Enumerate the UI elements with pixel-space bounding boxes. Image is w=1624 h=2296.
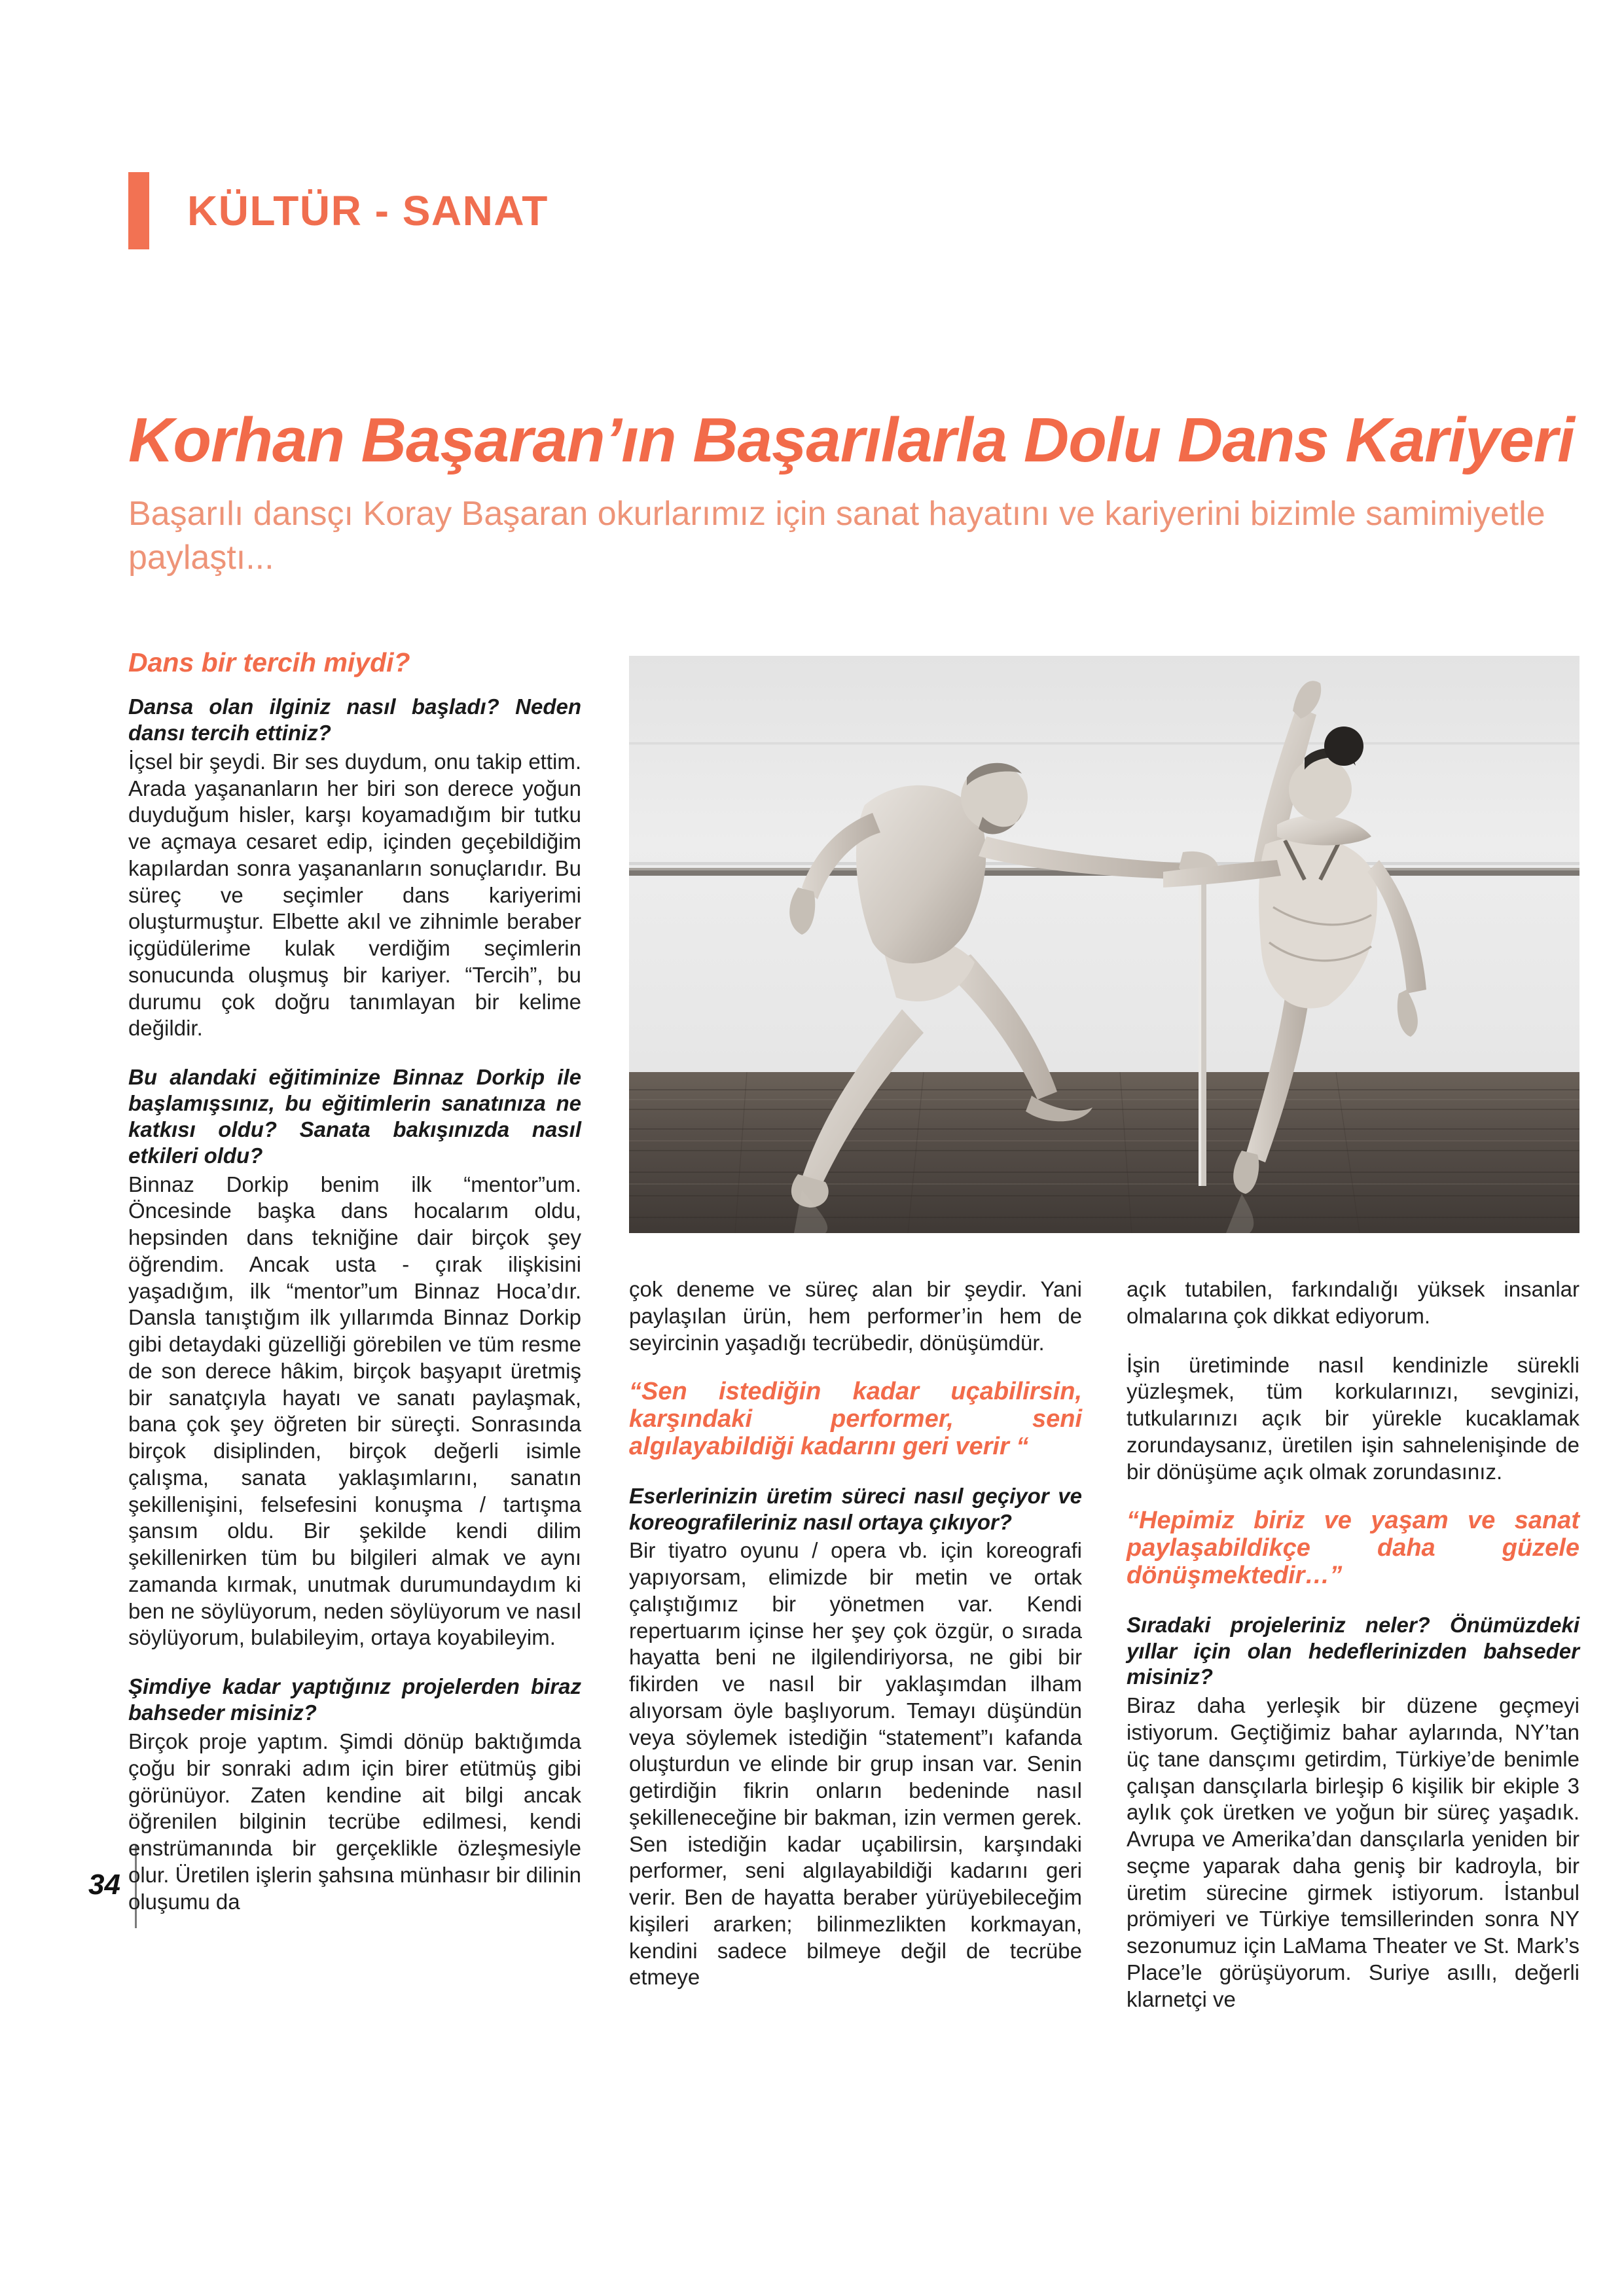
dance-photograph: [629, 656, 1579, 1233]
section-kicker: [128, 171, 549, 250]
question-3: Şimdiye kadar yaptığınız projelerden biraz bahseder misiniz?: [128, 1674, 581, 1725]
question-1: Dansa olan ilginiz nasıl başladı? Neden dansı tercih ettiniz?: [128, 694, 581, 745]
question-2: Bu alandaki eğitiminize Binnaz Dorkip ile başlamışsınız, bu eğitimlerin sanatınıza ne katkısı oldu? Sanata bakışınızda nasıl etkileri oldu?: [128, 1065, 581, 1168]
text-column-3: [1127, 1276, 1579, 2013]
page-number: 34: [88, 1869, 120, 1901]
section-kicker-label: KÜLTÜR - SANAT: [187, 187, 549, 234]
answer-4-continued: açık tutabilen, farkındalığı yüksek insanlar olmalarına çok dikkat ediyorum.: [1127, 1277, 1579, 1328]
answer-4: Bir tiyatro oyunu / opera vb. için koreografi yapıyorsam, elimizde bir metin ve ortak çalıştığımız bir yönetmen var. Kendi repertuarım içinse her şey çok özgür, o sırada hayatta beni ne ilgilendiriyorsa, ne gibi bir fikirden ve nasıl bir yaklaşımdan ilham alıyorsam öyle başlıyorum. Temayı düşündün veya söylemek istediğin “statement”ı kafanda oluşturdun ve elinde bir grup insan var. Senin getirdiğin fikrin onların bedeninde nasıl şekilleneceğine bir bakman, izin vermen gerek. Sen istediğin kadar uçabilirsin, karşındaki performer, seni algılayabildiği kadarını geri verir. Ben de hayatta beraber yürüyebileceğim kişileri ararken; bilinmezlikten korkmayan, kendini sadece bilmeye değil de tecrübe etmeye: [629, 1538, 1082, 1990]
question-4: Eserlerinizin üretim süreci nasıl geçiyor ve koreografileriniz nasıl ortaya çıkıyor?: [629, 1483, 1082, 1534]
answer-2: Binnaz Dorkip benim ilk “mentor”um. Öncesinde başka dans hocalarım oldu, hepsinden dans tekniğine dair birçok şey öğrendim. Ancak usta - çırak ilişkisini yaşadığım, ilk “mentor”um Binnaz Hoca’dır. Dansla tanıştığım ilk yıllarımda Binnaz Dorkip gibi detaydaki güzelliği görebilen ve tüm resme de son derece hâkim, birçok başyapıt üretmiş bir sanatçıyla hayatı ve sanatı paylaşmak, bana çok şey öğreten bir süreçti. Sonrasında birçok disiplinden, birçok değerli isimle çalışma, sanata yaklaşımlarını, sanatın şekillenişini, felsefesini konuşma / tartışma şansım oldu. Bir şekilde kendi dilim şekillenirken tüm bu bilgileri almak ve aynı zamanda kırmak, unutmak durumundaydım ki ben ne söylüyorum, neden söylüyorum ve nasıl söylüyorum, bulabileyim, ortaya koyabileyim.: [128, 1172, 581, 1650]
pullquote-2: “Hepimiz biriz ve yaşam ve sanat paylaşabildikçe daha güzele dönüşmektedir…”: [1127, 1507, 1579, 1589]
article-headline: Korhan Başaran’ın Başarılarla Dolu Dans Kariyeri: [128, 405, 1574, 476]
article-standfirst: Başarılı dansçı Koray Başaran okurlarımız için sanat hayatını ve kariyerini bizimle samimiyetle paylaştı...: [128, 495, 1545, 577]
answer-4-continued-2: İşin üretiminde nasıl kendinizle sürekli yüzleşmek, tüm korkularınızı, sevginizi, tutkularınızı açık bir yürekle kucaklamak zorundaysanız, üretilen işin sahnelenişinde de bir dönüşüme açık olmak zorundasınız.: [1127, 1352, 1579, 1484]
pullquote-1: “Sen istediğin kadar uçabilirsin, karşındaki performer, seni algılayabildiği kadarını geri verir “: [629, 1378, 1082, 1460]
text-column-1: [128, 648, 581, 1915]
text-column-2: [629, 1276, 1082, 1991]
question-5: Sıradaki projeleriniz neler? Önümüzdeki yıllar için olan hedeflerinizden bahseder misiniz?: [1127, 1612, 1579, 1689]
answer-5: Biraz daha yerleşik bir düzene geçmeyi istiyorum. Geçtiğimiz bahar aylarında, NY’tan üç tane dansçımı getirdim, Türkiye’de benimle çalışan dansçılarla birleşip 6 kişilik bir ekiple 3 aylık çok üretken ve yoğun bir süreç yaşadık. Avrupa ve Amerika’dan dansçılarla yeniden bir seçme yaparak daha geniş bir kadroyla, bir üretim sürecine girmek istiyorum. İstanbul prömiyeri ve Türkiye temsillerinden sonra NY sezonumuz için LaMama Theater ve St. Mark’s Place’le görüşüyorum. Suriye asıllı, değerli klarnetçi ve: [1127, 1693, 1579, 2011]
accent-bar-icon: [128, 172, 149, 249]
answer-3: Birçok proje yaptım. Şimdi dönüp baktığımda çoğu bir sonraki adım için birer etütmüş gibi görünüyor. Zaten kendine ait bilgi ancak öğrenilen bilginin tecrübe edilmesi, kendi enstrümanında bir gerçeklikle özleşmesiyle olur. Üretilen işlerin şahsına münhasır bir dilinin oluşumu da: [128, 1729, 581, 1914]
answer-1: İçsel bir şeydi. Bir ses duydum, onu takip ettim. Arada yaşananların her biri son derece yoğun duyduğum hisler, karşı koyamadığım bir tutku ve açmaya cesaret edip, içinden geçebildiğim kapılardan sonra yaşananların sonuçlarıdır. Bu süreç ve seçimler dans kariyerimi oluşturmuştur. Elbette akıl ve zihnimle beraber içgüdülerime kulak verdiğim seçimlerin sonucunda oluşmuş bir kariyer. “Tercih”, bu durumu çok doğru tanımlayan bir kelime değildir.: [128, 749, 581, 1041]
answer-3-continued: çok deneme ve süreç alan bir şeydir. Yani paylaşılan ürün, hem performer’in hem de seyircinin yaşadığı tecrübedir, dönüşümdür.: [629, 1277, 1082, 1355]
column1-section-heading: Dans bir tercih miydi?: [128, 647, 410, 677]
